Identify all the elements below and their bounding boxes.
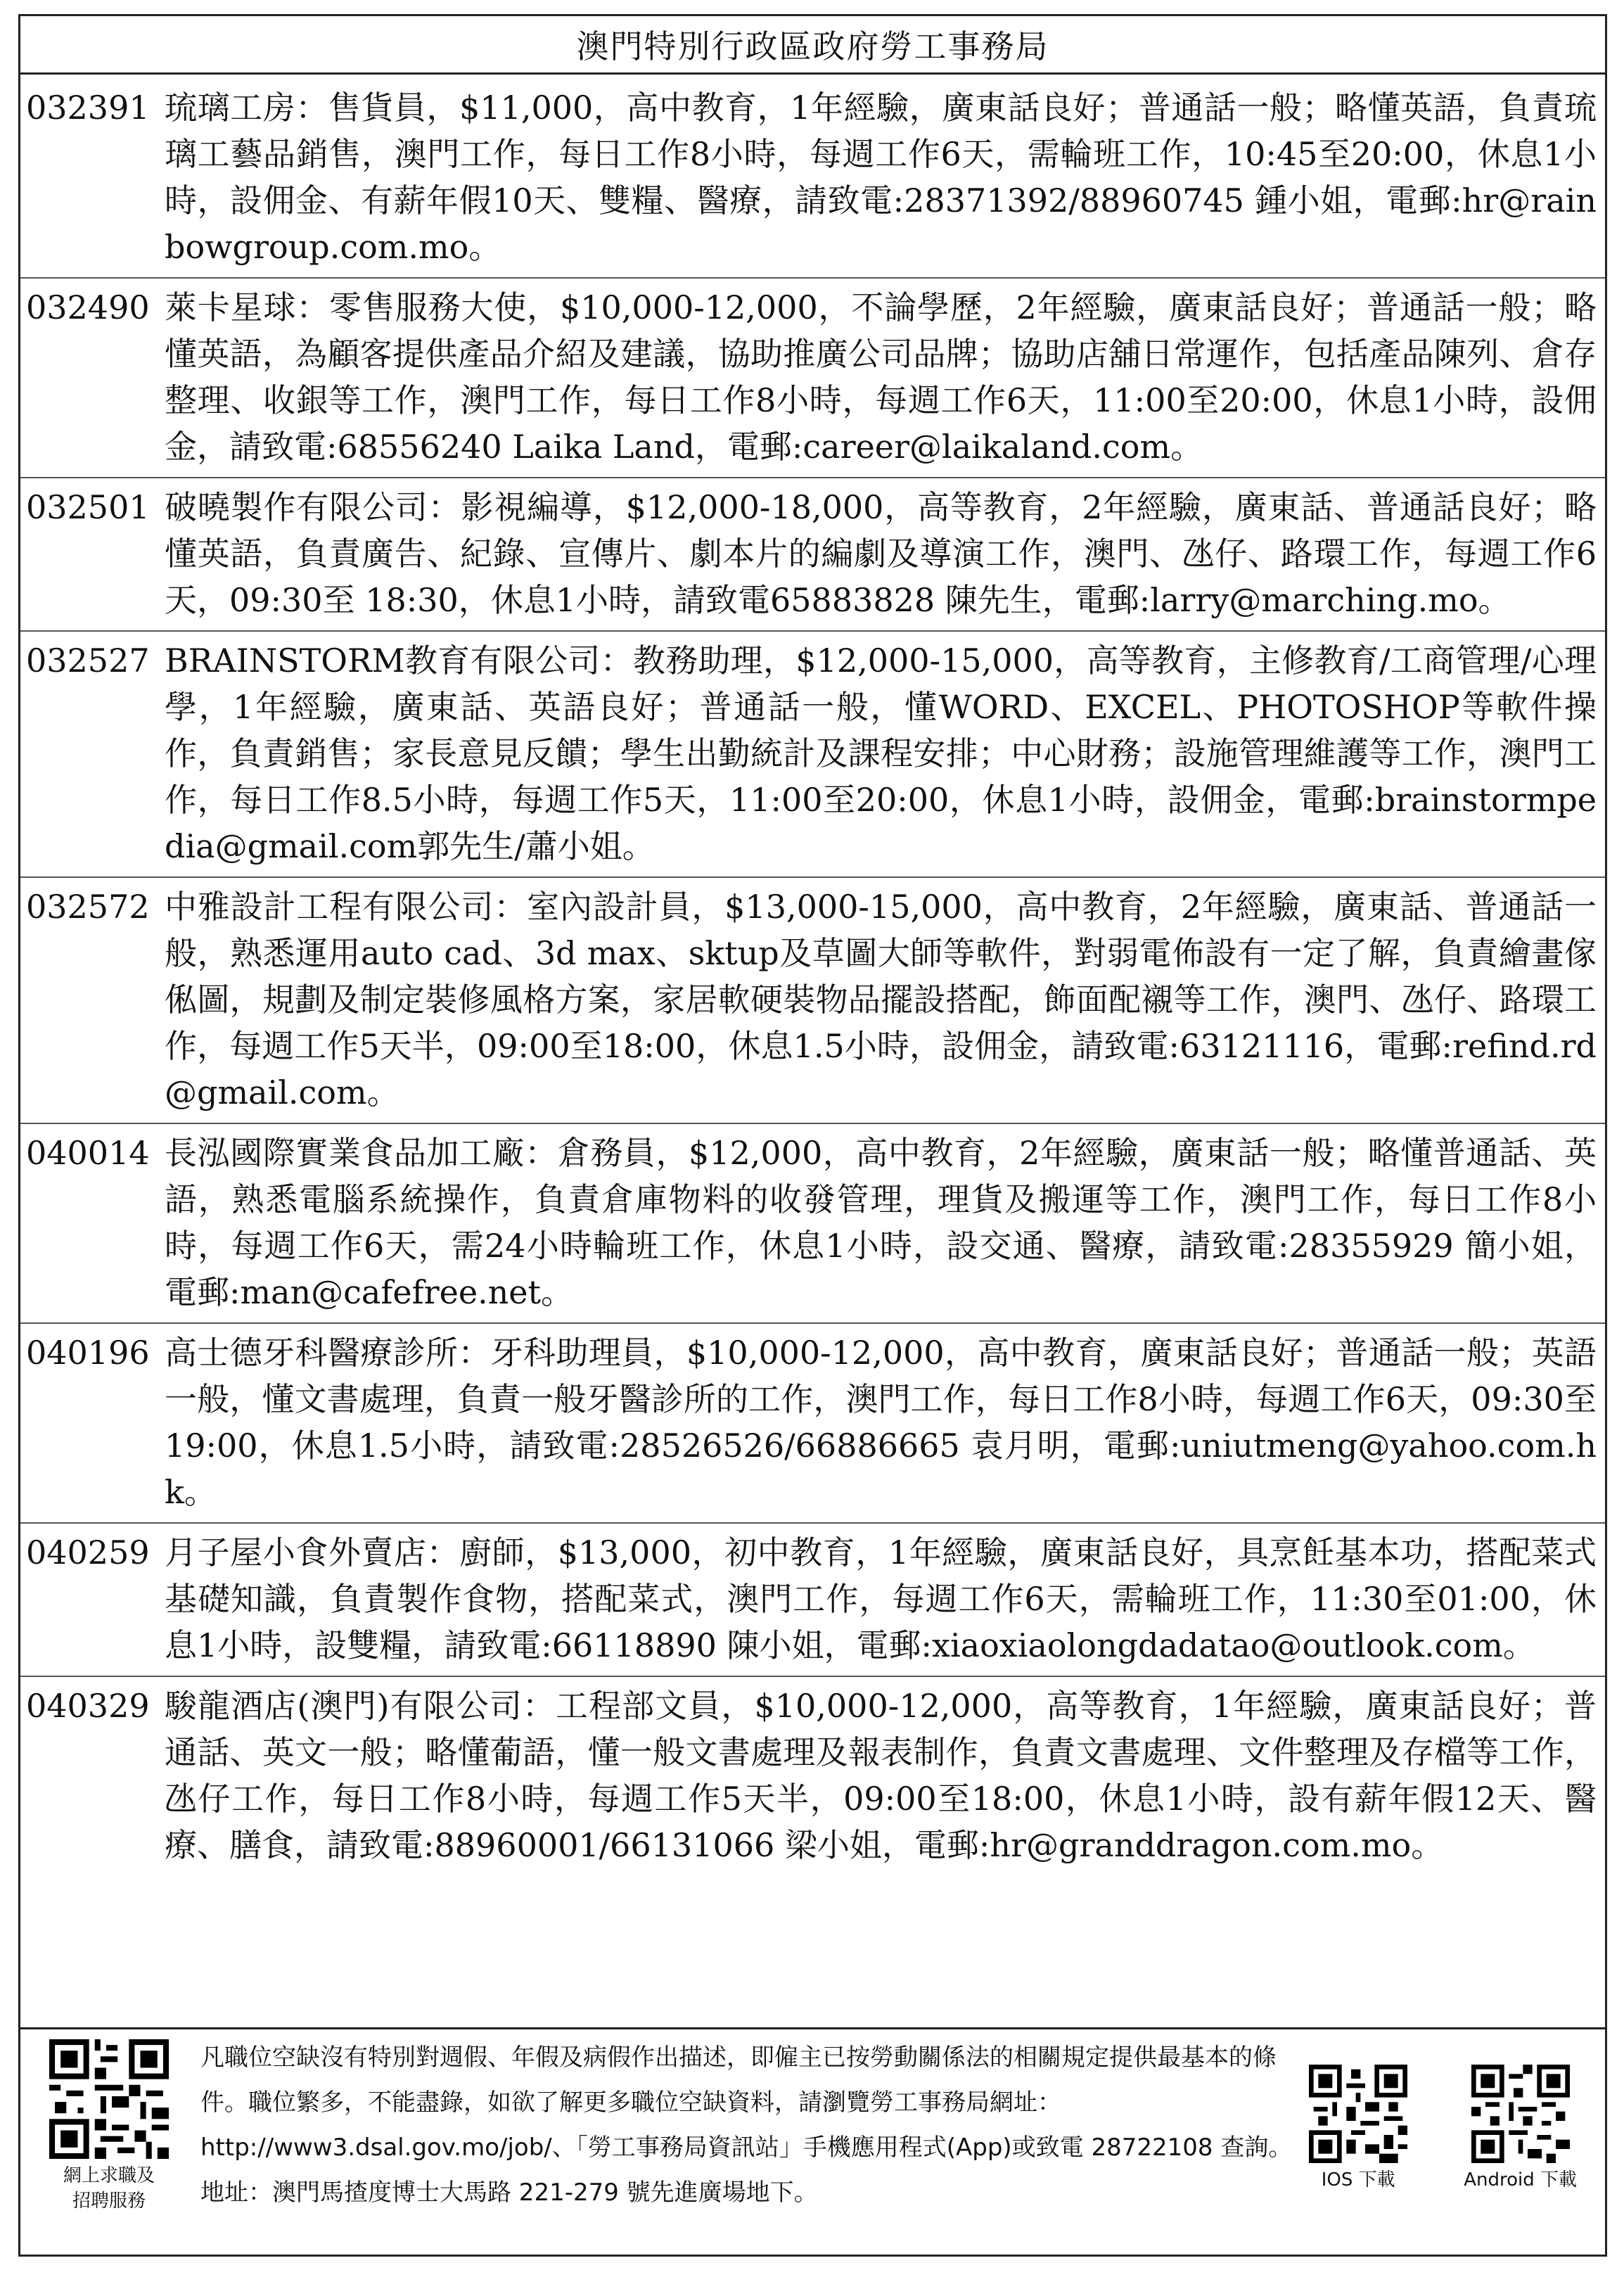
job-listing <box>20 1524 1605 1677</box>
page-title: 澳門特別行政區政府勞工事務局 <box>20 16 1605 75</box>
footer <box>20 2027 1605 2255</box>
job-listing <box>20 878 1605 1124</box>
qr-caption <box>63 2163 155 2214</box>
job-description: 駿龍酒店(澳門)有限公司：工程部文員，$10,000-12,000，高等教育，1年經驗，廣東話良好；普通話、英文一般；略懂葡語，懂一般文書處理及報表制作，負責文書處理、文件整理及存檔等工作，氹仔工作，每日工作8小時，每週工作5天半，09:00至18:00，休息1小時，設有薪年假12天、醫療、膳食，請致電:88960001/66131066 梁小姐，電郵:hr@granddragon.com.mo。 <box>165 1687 1597 1864</box>
android-qr-code-icon[interactable] <box>1471 2065 1570 2163</box>
job-listing <box>20 1677 1605 1875</box>
ios-qr-code-icon[interactable] <box>1309 2065 1407 2163</box>
job-service-qr-block <box>20 2029 186 2214</box>
job-code: 032501 <box>26 488 150 526</box>
job-description: BRAINSTORM教育有限公司：教務助理，$12,000-15,000，高等教育，主修教育/工商管理/心理學，1年經驗，廣東話、英語良好；普通話一般，懂WORD、EXCEL、PHOTOSHOP等軟件操作，負責銷售；家長意見反饋；學生出勤統計及課程安排；中心財務；設施管理維護等工作，澳門工作，每日工作8.5小時，每週工作5天，11:00至20:00，休息1小時，設佣金，電郵:brainstormpedia@gmail.com郭先生/蕭小姐。 <box>165 642 1597 865</box>
job-description: 萊卡星球：零售服務大使，$10,000-12,000，不論學歷，2年經驗，廣東話良好；普通話一般；略懂英語，為顧客提供產品介紹及建議，協助推廣公司品牌；協助店舖日常運作，包括產品陳列、倉存整理、收銀等工作，澳門工作，每日工作8小時，每週工作6天，11:00至20:00，休息1小時，設佣金，請致電:68556240 Laika Land，電郵:career@laikaland.com。 <box>165 288 1597 466</box>
job-description: 高士德牙科醫療診所：牙科助理員，$10,000-12,000，高中教育，廣東話良好；普通話一般；英語一般，懂文書處理，負責一般牙醫診所的工作，澳門工作，每日工作8小時，每週工作6天，09:30至19:00，休息1.5小時，請致電:28526526/66886665 袁月明，電郵:uniutmeng@yahoo.com.hk。 <box>165 1334 1597 1511</box>
android-download-label: Android 下載 <box>1464 2169 1577 2191</box>
job-description: 破曉製作有限公司：影視編導，$12,000-18,000，高等教育，2年經驗，廣東話、普通話良好；略懂英語，負責廣告、紀錄、宣傳片、劇本片的編劇及導演工作，澳門、氹仔、路環工作，每週工作6天，09:30至 18:30，休息1小時，請致電65883828 陳先生，電郵:larry@marching.mo。 <box>165 488 1597 619</box>
job-listings <box>20 75 1605 1875</box>
footer-notice: 凡職位空缺沒有特別對週假、年假及病假作出描述，即僱主已按勞動關係法的相關規定提供最基本的條件。職位繁多，不能盡錄，如欲了解更多職位空缺資料，請瀏覽勞工事務局網址：http://www3.dsal.gov.mo/job/、「勞工事務局資訊站」手機應用程式(App)或致電 28722108 查詢。地址：澳門馬揸度博士大馬路 221-279 號先進廣場地下。 <box>200 2043 1293 2207</box>
app-download-qrs <box>1309 2029 1605 2193</box>
job-code: 040259 <box>26 1533 150 1571</box>
job-code: 040014 <box>26 1134 150 1172</box>
job-listing <box>20 632 1605 878</box>
job-listing <box>20 1124 1605 1324</box>
android-download <box>1464 2065 1577 2193</box>
job-listing <box>20 79 1605 279</box>
job-code: 032527 <box>26 642 150 680</box>
job-listing <box>20 279 1605 478</box>
job-code: 032572 <box>26 888 150 926</box>
job-code: 040329 <box>26 1687 150 1725</box>
job-code: 032490 <box>26 288 150 326</box>
job-code: 032391 <box>26 89 150 127</box>
job-description: 中雅設計工程有限公司：室內設計員，$13,000-15,000，高中教育，2年經驗，廣東話、普通話一般，熟悉運用auto cad、3d max、sktup及草圖大師等軟件，對弱電佈設有一定了解，負責繪畫傢俬圖，規劃及制定裝修風格方案，家居軟硬裝物品擺設搭配，飾面配襯等工作，澳門、氹仔、路環工作，每週工作5天半，09:00至18:00，休息1.5小時，設佣金，請致電:63121116，電郵:refind.rd@gmail.com。 <box>165 888 1597 1111</box>
job-listing <box>20 478 1605 632</box>
qr-caption-line: 網上求職及 <box>63 2165 155 2186</box>
ios-download-label: IOS 下載 <box>1321 2169 1395 2191</box>
document-frame <box>18 14 1607 2257</box>
job-description: 長泓國際實業食品加工廠：倉務員，$12,000，高中教育，2年經驗，廣東話一般；略懂普通話、英語，熟悉電腦系統操作，負責倉庫物料的收發管理，理貨及搬運等工作，澳門工作，每日工作8小時，每週工作6天，需24小時輪班工作，休息1小時，設交通、醫療，請致電:28355929 簡小姐，電郵:man@cafefree.net。 <box>165 1134 1597 1311</box>
job-description: 琉璃工房：售貨員，$11,000，高中教育，1年經驗，廣東話良好；普通話一般；略懂英語，負責琉璃工藝品銷售，澳門工作，每日工作8小時，每週工作6天，需輪班工作，10:45至20:00，休息1小時，設佣金、有薪年假10天、雙糧、醫療，請致電:28371392/88960745 鍾小姐，電郵:hr@rainbowgroup.com.mo。 <box>165 89 1597 266</box>
job-description: 月子屋小食外賣店：廚師，$13,000，初中教育，1年經驗，廣東話良好，具烹飪基本功，搭配菜式基礎知識，負責製作食物，搭配菜式，澳門工作，每週工作6天，需輪班工作，11:30至01:00，休息1小時，設雙糧，請致電:66118890 陳小姐，電郵:xiaoxiaolongdadatao@outlook.com。 <box>165 1533 1597 1664</box>
qr-code-icon[interactable] <box>49 2039 169 2159</box>
ios-download <box>1309 2065 1407 2193</box>
job-code: 040196 <box>26 1334 150 1372</box>
job-listing <box>20 1324 1605 1524</box>
qr-caption-line: 招聘服務 <box>72 2191 146 2212</box>
